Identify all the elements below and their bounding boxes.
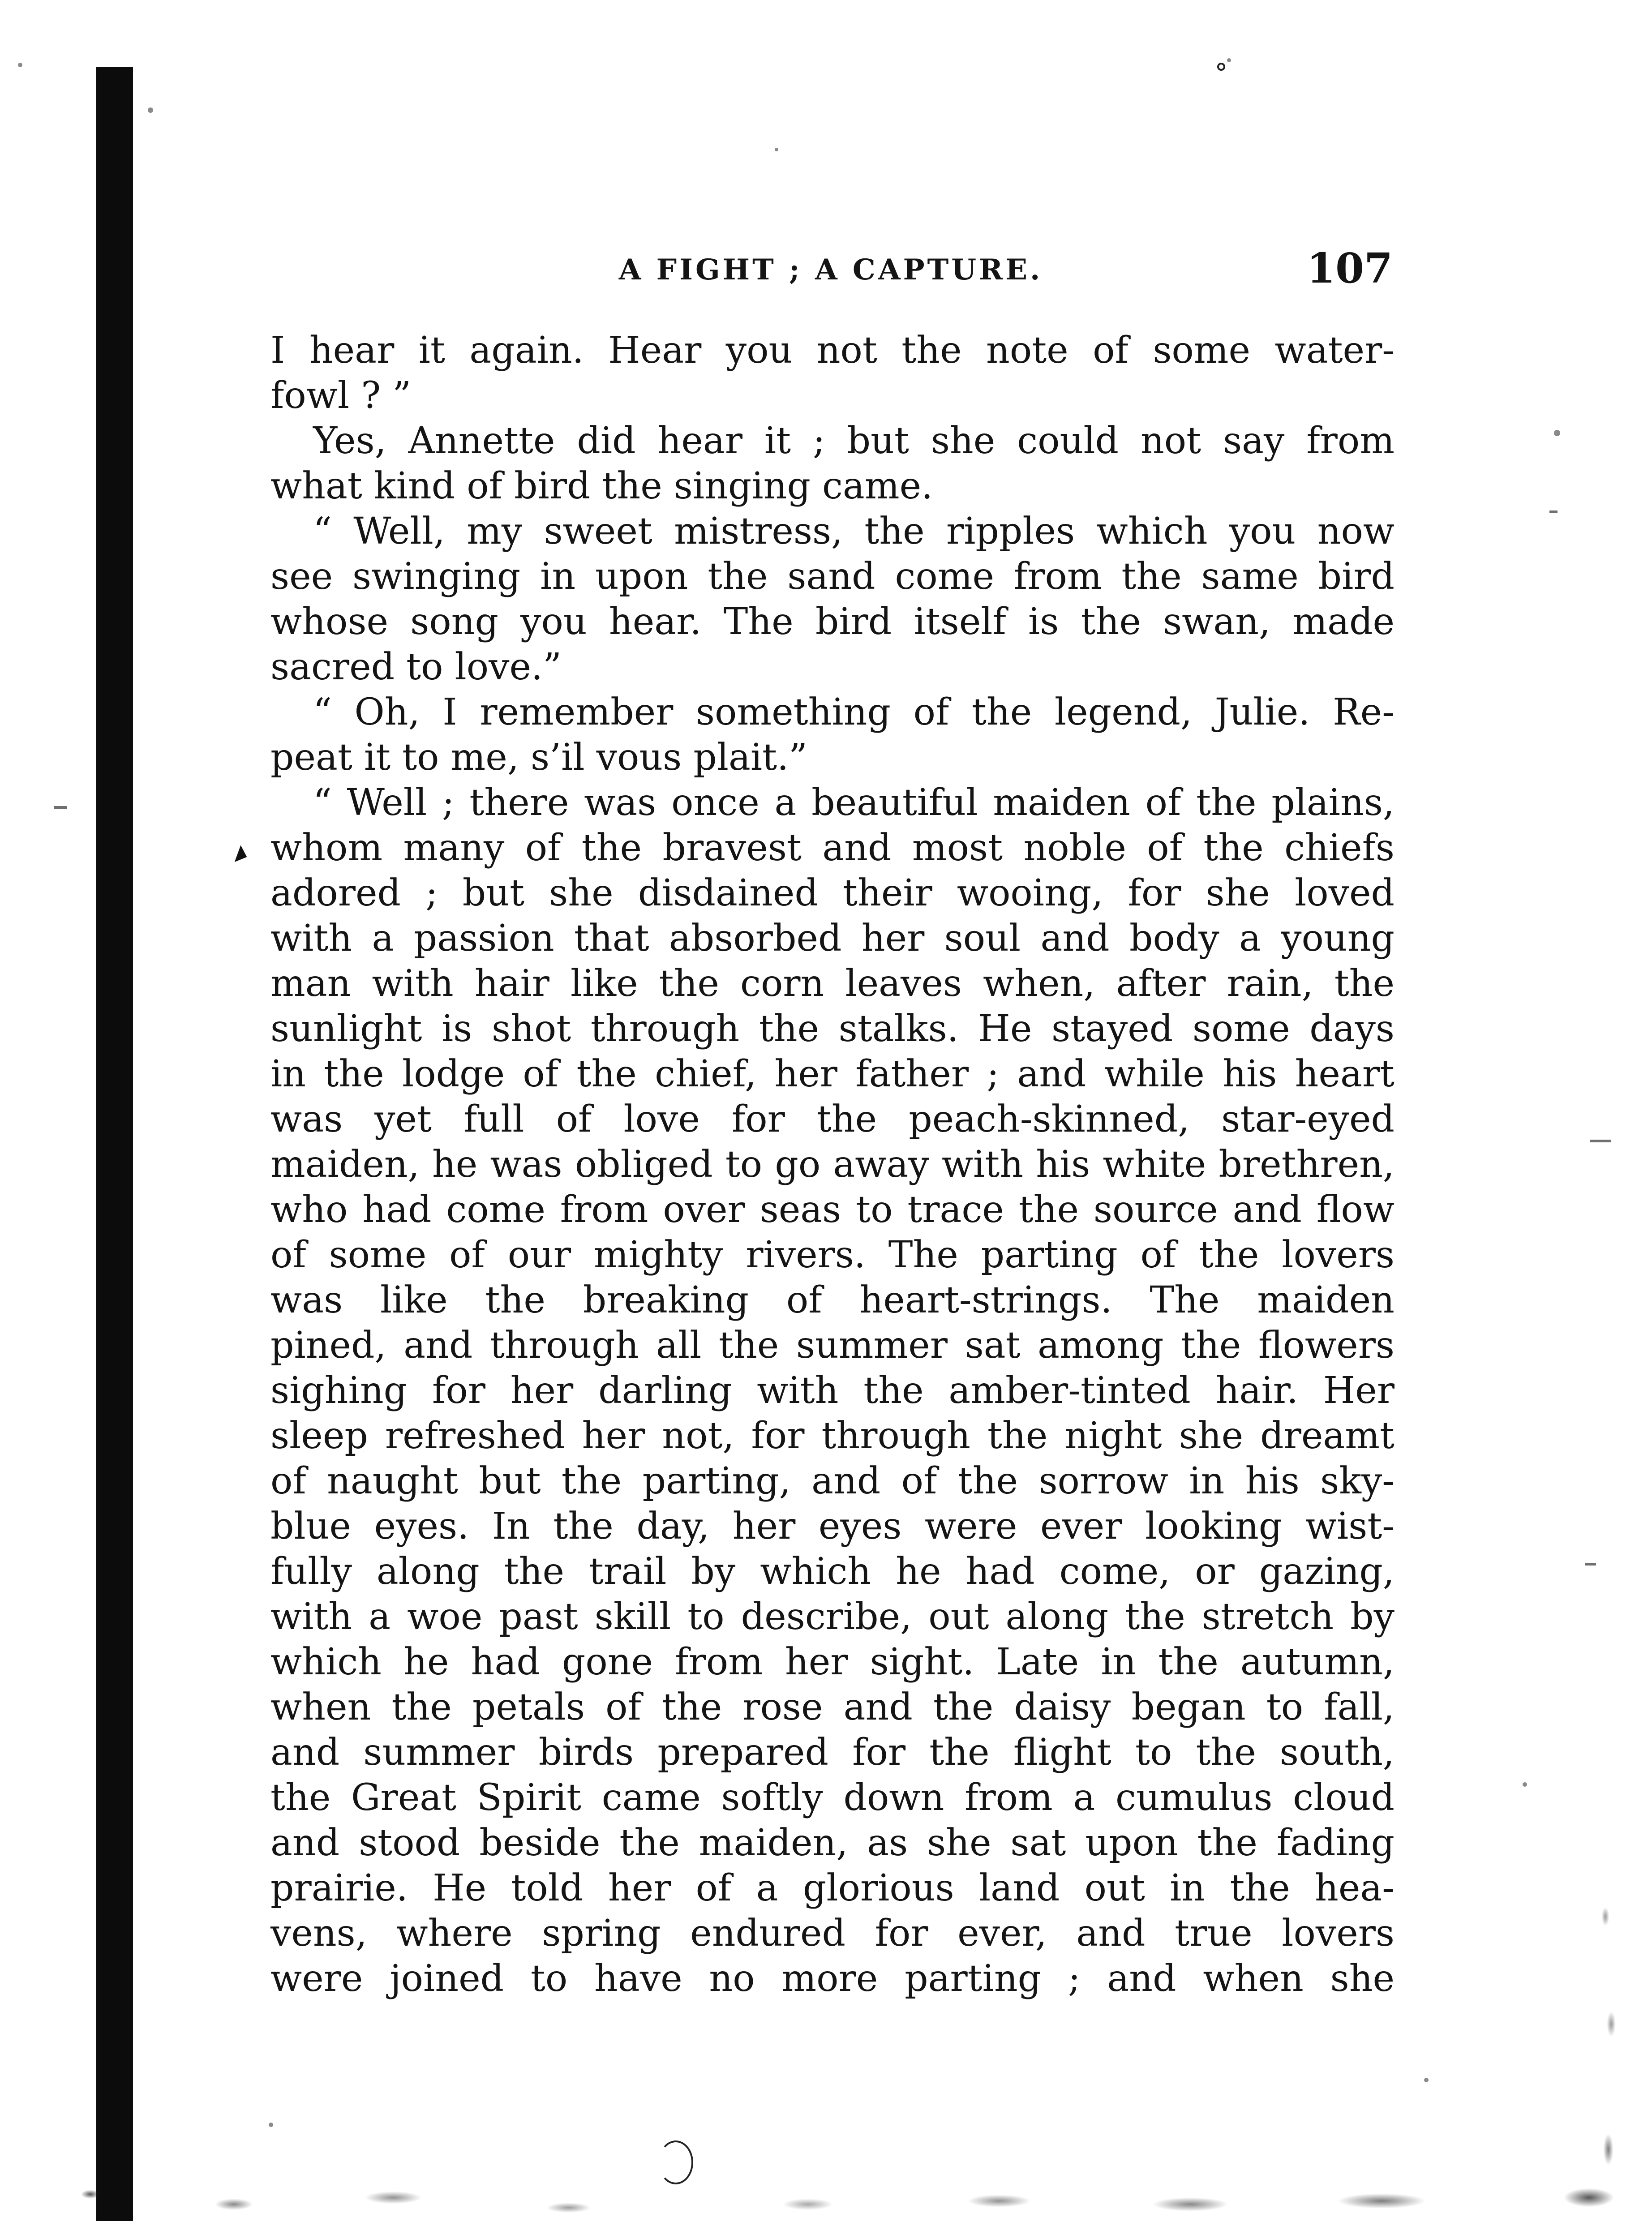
scan-speck: [269, 2123, 273, 2127]
text-line: “ Well, my sweet mistress, the ripples which you now: [313, 510, 1395, 553]
margin-pointer-mark: [235, 845, 250, 865]
page-number: 107: [1306, 244, 1393, 292]
text-line: Yes, Annette did hear it ; but she could not say from: [313, 420, 1395, 462]
scan-speck: [1554, 430, 1560, 436]
stray-ring-mark: [1217, 63, 1225, 71]
scan-speck: [148, 107, 153, 113]
text-line: was yet full of love for the peach-skinned, star-eyed: [270, 1098, 1395, 1141]
scan-speck: [1523, 1782, 1527, 1787]
scan-speck: [18, 63, 22, 67]
text-line: sacred to love.”: [270, 646, 562, 688]
scan-dash: [1585, 1563, 1596, 1566]
text-line: “ Oh, I remember something of the legend, Julie. Re-: [313, 691, 1395, 733]
text-line: with a woe past skill to describe, out along the stretch by: [270, 1596, 1395, 1638]
text-line: and summer birds prepared for the flight to the south,: [270, 1731, 1395, 1774]
scan-speck: [1424, 2078, 1429, 2082]
body-text: [270, 328, 1395, 2001]
running-title: A FIGHT ; A CAPTURE.: [618, 253, 1043, 287]
text-line: see swinging in upon the sand come from the same bird: [270, 555, 1395, 598]
text-line: sleep refreshed her not, for through the night she dreamt: [270, 1415, 1395, 1457]
text-line: was like the breaking of heart-strings. The maiden: [270, 1279, 1395, 1321]
text-line: when the petals of the rose and the daisy began to fall,: [270, 1686, 1395, 1729]
text-line: maiden, he was obliged to go away with his white brethren,: [270, 1143, 1395, 1186]
text-line: I hear it again. Hear you not the note of some water-: [270, 329, 1395, 372]
text-line: the Great Spirit came softly down from a cumulus cloud: [270, 1776, 1395, 1819]
text-line: man with hair like the corn leaves when, after rain, the: [270, 962, 1395, 1005]
text-line: whose song you hear. The bird itself is the swan, made: [270, 600, 1395, 643]
scan-edge-bar: [96, 67, 133, 2221]
text-line: were joined to have no more parting ; and when she: [270, 1957, 1395, 2000]
text-line: blue eyes. In the day, her eyes were ever looking wist-: [270, 1505, 1395, 1548]
text-line: sighing for her darling with the amber-tinted hair. Her: [270, 1369, 1395, 1412]
text-line: fowl ? ”: [270, 374, 412, 417]
running-header: [269, 244, 1393, 293]
text-line: who had come from over seas to trace the source and flow: [270, 1188, 1395, 1231]
scan-speck: [775, 148, 778, 151]
scan-dash: [1590, 1140, 1611, 1142]
text-line: in the lodge of the chief, her father ; and while his heart: [270, 1053, 1395, 1095]
right-scan-smudge: [1576, 1881, 1635, 2239]
text-line: of naught but the parting, and of the sorrow in his sky-: [270, 1460, 1395, 1502]
text-line: which he had gone from her sight. Late in the autumn,: [270, 1641, 1395, 1683]
text-line: adored ; but she disdained their wooing, for she loved: [270, 872, 1395, 914]
text-line: and stood beside the maiden, as she sat upon the fading: [270, 1822, 1395, 1864]
text-line: “ Well ; there was once a beautiful maiden of the plains,: [313, 781, 1395, 824]
bottom-scan-smudge: [43, 2167, 1637, 2235]
scan-dash: [54, 806, 67, 809]
text-line: whom many of the bravest and most noble of the chiefs: [270, 827, 1395, 869]
text-line: of some of our mighty rivers. The parting of the lovers: [270, 1234, 1395, 1276]
scan-speck: [1227, 58, 1231, 62]
text-line: what kind of bird the singing came.: [270, 465, 933, 507]
text-line: vens, where spring endured for ever, and true lovers: [270, 1912, 1395, 1955]
text-line: pined, and through all the summer sat among the flowers: [270, 1324, 1395, 1367]
text-line: with a passion that absorbed her soul and body a young: [270, 917, 1395, 960]
scan-dash: [1549, 510, 1558, 513]
text-line: sunlight is shot through the stalks. He stayed some days: [270, 1008, 1395, 1050]
text-line: prairie. He told her of a glorious land out in the hea-: [270, 1867, 1395, 1909]
text-line: fully along the trail by which he had come, or gazing,: [270, 1550, 1395, 1593]
text-line: peat it to me, s’il vous plait.”: [270, 736, 808, 779]
